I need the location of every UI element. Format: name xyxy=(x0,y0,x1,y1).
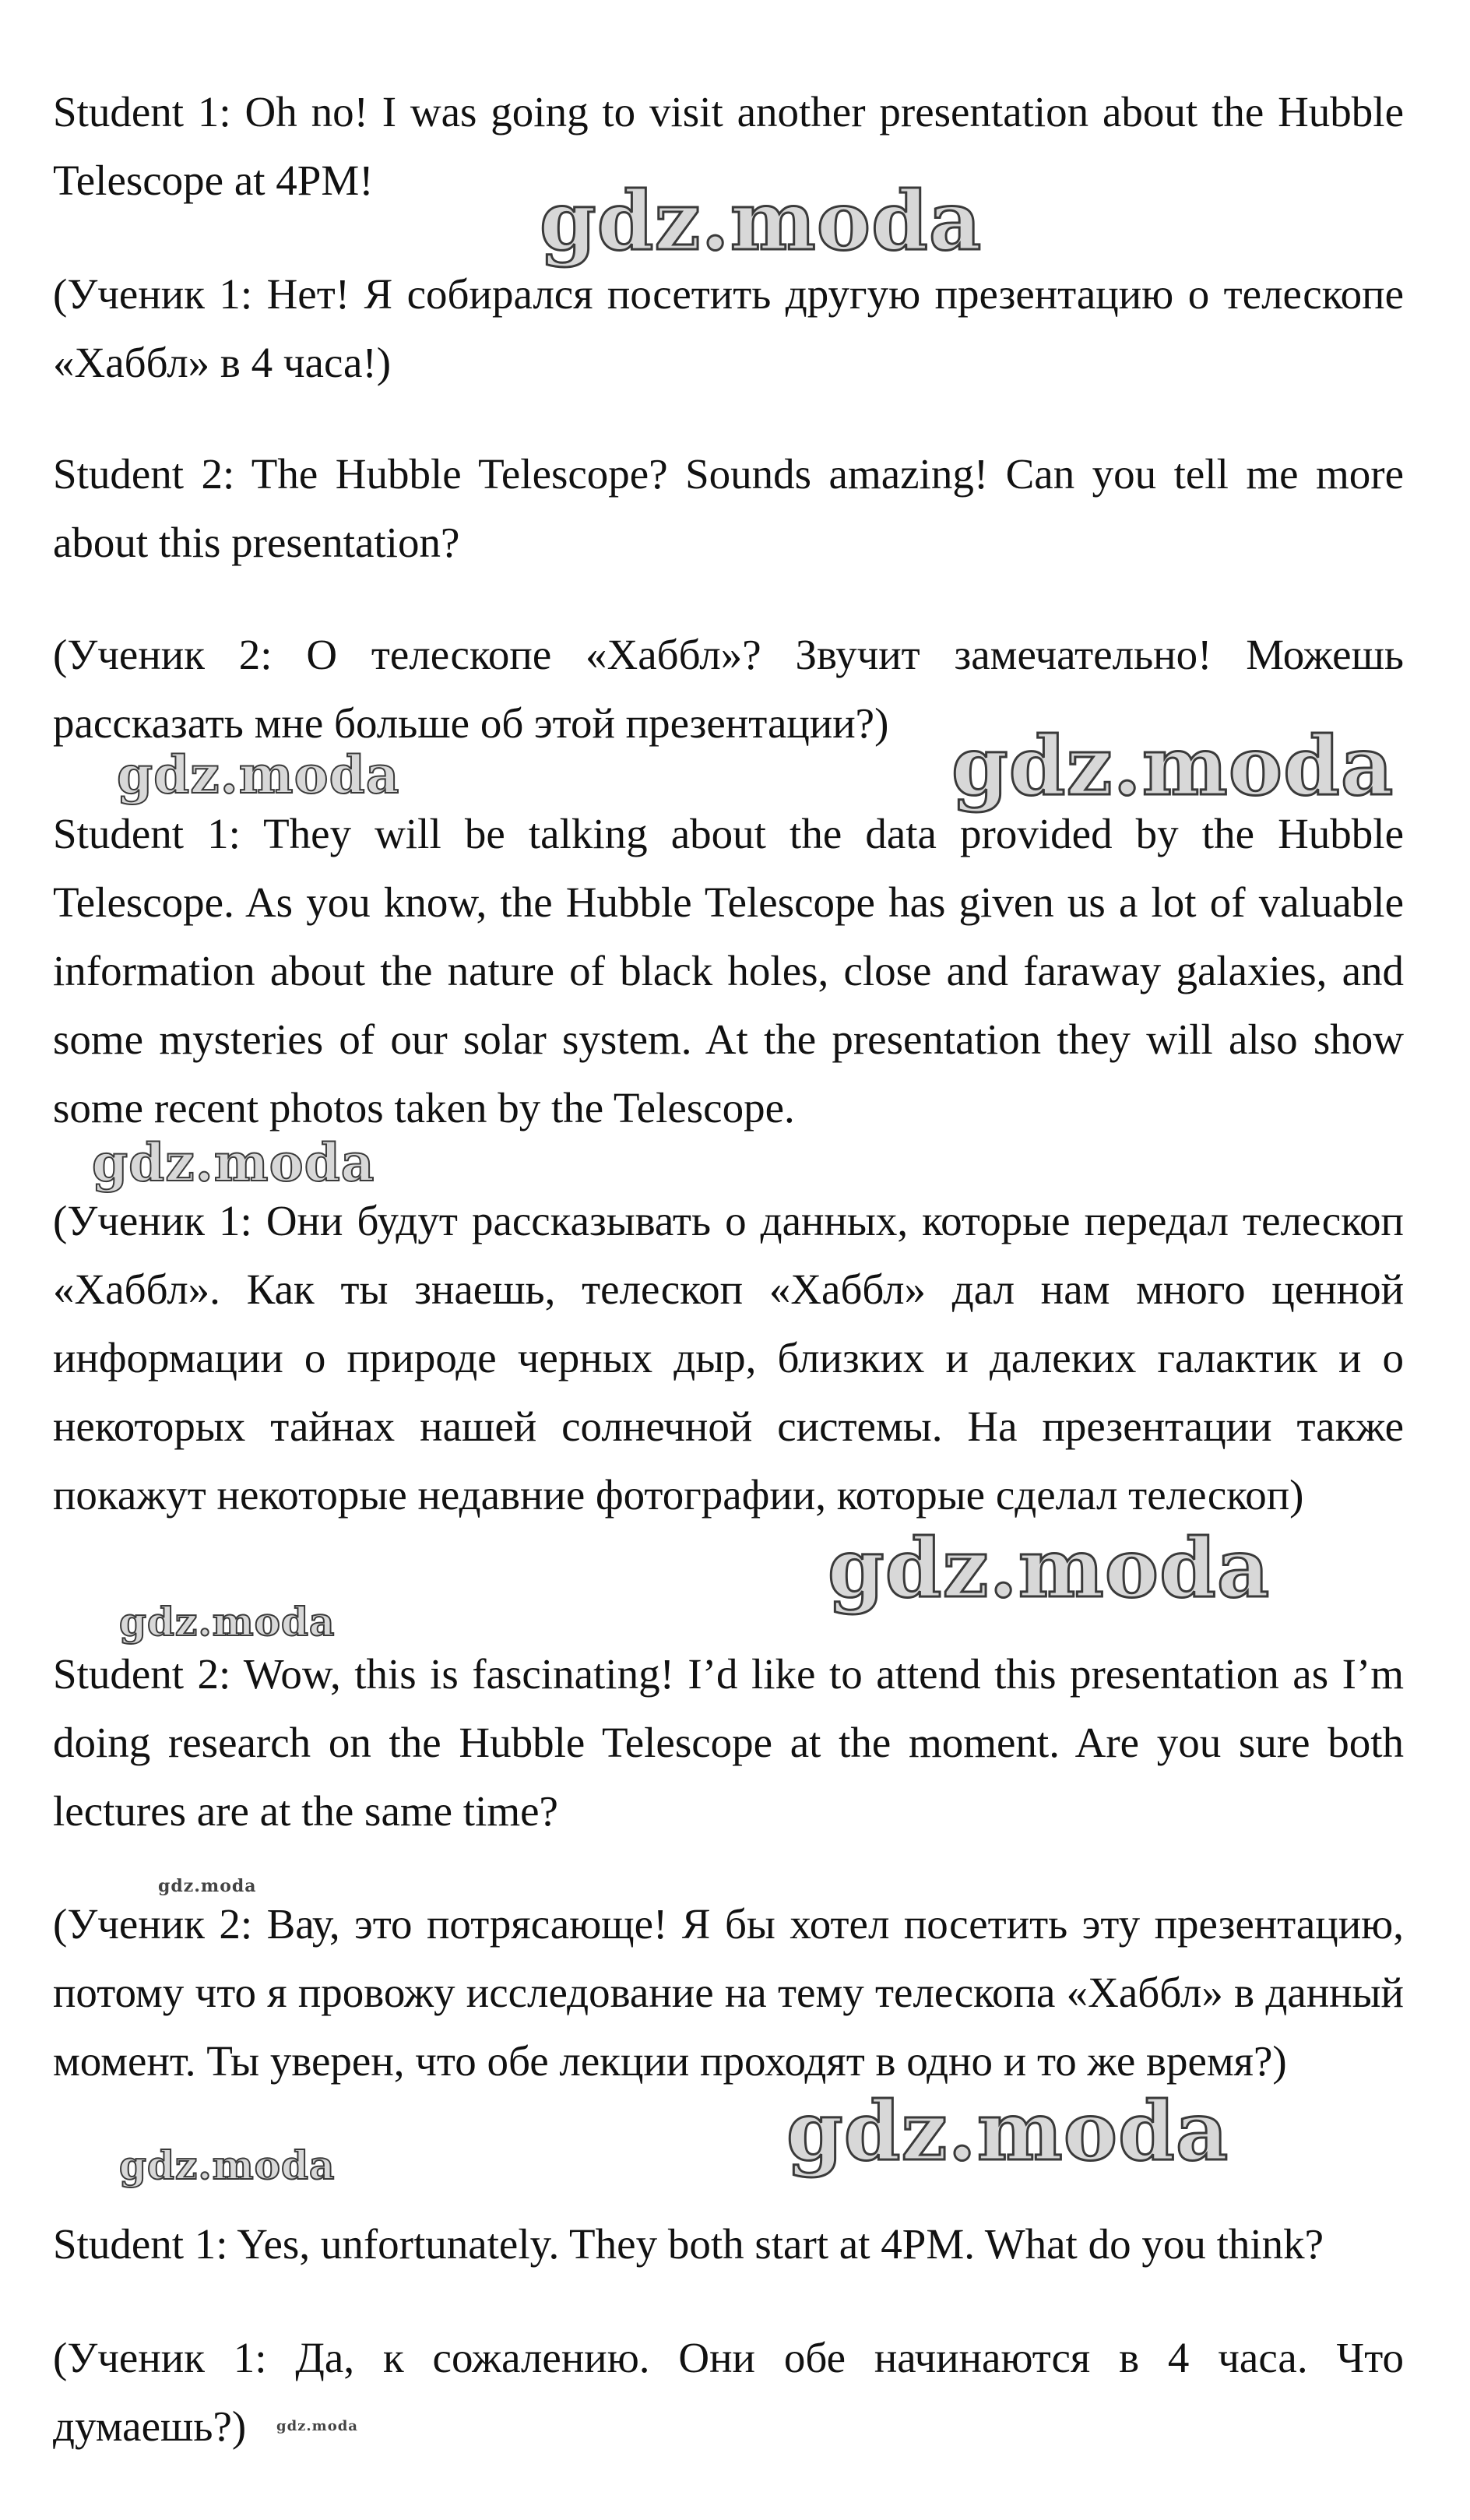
paragraph-4-english: Student 2: Wow, this is fascinating! I’d like to attend this presentation as I’m doing research on the Hubble Telescope at the moment. Are you sure both lectures are at the same time? xyxy=(53,1650,1404,1835)
paragraph-5-english: Student 1: Yes, unfortunately. They both start at 4PM. What do you think? xyxy=(53,2220,1324,2268)
watermark-logo: gdz.moda xyxy=(92,1132,375,1193)
watermark-logo: gdz.moda xyxy=(117,744,400,805)
watermark-logo: gdz.moda xyxy=(828,1520,1271,1616)
watermark-logo: gdz.moda xyxy=(786,2083,1229,2179)
watermark-logo: gdz.moda xyxy=(119,1599,336,1645)
paragraph-1-russian: (Ученик 1: Нет! Я собирался посетить другую презентацию о телескопе «Хаббл» в 4 часа!) xyxy=(53,270,1404,386)
watermark-logo: gdz.moda xyxy=(540,173,983,269)
paragraph-3-russian: (Ученик 1: Они будут рассказывать о данных, которые передал телескоп «Хаббл». Как ты знаешь, телескоп «Хаббл» дал нам много ценной информации о природе черных дыр, близких и далеких галактик и о некоторых тайнах нашей солнечной системы. На презентации также покажут некоторые недавние фотографии, которые сделал телескоп) xyxy=(53,1197,1404,1519)
watermark-logo: gdz.moda xyxy=(158,1876,257,1896)
paragraph-2-english: Student 2: The Hubble Telescope? Sounds amazing! Can you tell me more about this presentation? xyxy=(53,450,1404,566)
paragraph-3-english: Student 1: They will be talking about the data provided by the Hubble Telescope. As you know, the Hubble Telescope has given us a lot of valuable information about the nature of black holes, close and faraway galaxies, and some mysteries of our solar system. At the presentation they will also show some recent photos taken by the Telescope. xyxy=(53,810,1404,1132)
watermark-logo: gdz.moda xyxy=(951,718,1394,814)
watermark-logo: gdz.moda xyxy=(276,2418,358,2434)
paragraph-4-russian: (Ученик 2: Вау, это потрясающе! Я бы хотел посетить эту презентацию, потому что я провожу исследование на тему телескопа «Хаббл» в данный момент. Ты уверен, что обе лекции проходят в одно и то же время?) xyxy=(53,1900,1404,2085)
paragraph-5-russian: (Ученик 1: Да, к сожалению. Они обе начинаются в 4 часа. Что думаешь?) xyxy=(53,2334,1404,2450)
paragraph-1-english: Student 1: Oh no! I was going to visit another presentation about the Hubble Telescope at 4PM! xyxy=(53,88,1404,204)
watermark-logo: gdz.moda xyxy=(119,2142,336,2188)
paragraph-2-russian: (Ученик 2: О телескопе «Хаббл»? Звучит замечательно! Можешь рассказать мне больше об этой презентации?) xyxy=(53,631,1404,747)
